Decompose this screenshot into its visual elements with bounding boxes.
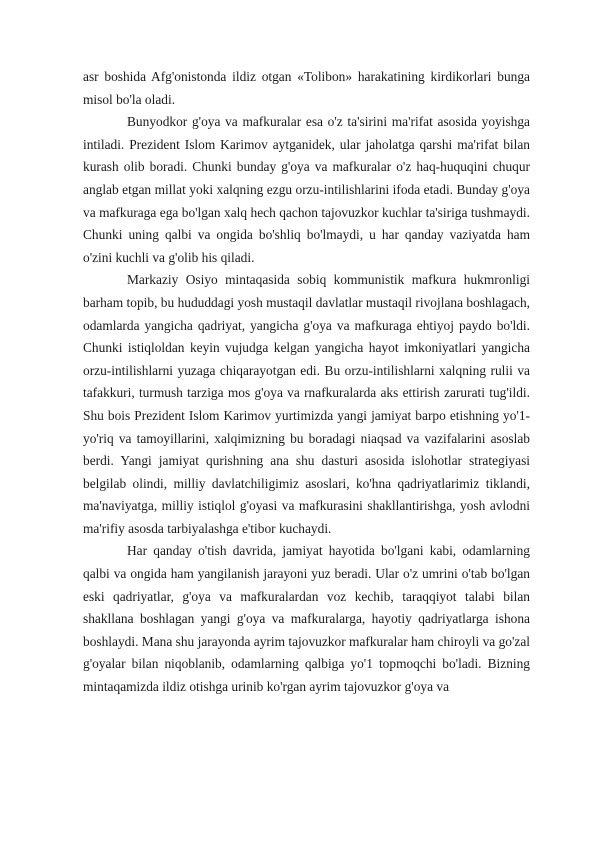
paragraph-continuation: asr boshida Afg'onistonda ildiz otgan «Tolibon» harakatining kirdikorlari bunga misol bo'la oladi. [83, 69, 530, 107]
paragraph: Markaziy Osiyo mintaqasida sobiq kommunistik mafkura hukmronligi barham topib, bu hududdagi yosh mustaqil davlatlar mustaqil rivojlana boshlagach, odamlarda yangicha qadriyat, yangicha g'oya va mafkuraga ehtiyoj paydo bo'ldi. Chunki istiqloldan keyin vujudga kelgan yangicha hayot imkoniyatlari yangicha orzu-intilishlarni yuzaga chiqarayotgan edi. Bu orzu-intilishlarni xalqning rulii va tafakkuri, turmush tarziga mos g'oya va rnafkuralarda aks ettirish zarurati tug'ildi. Shu bois Prezident Islom Karimov yurtimizda yangi jamiyat barpo etishning yo'1-yo'riq va tamoyillarini, xalqimizning bu boradagi niaqsad va vazifalarini asoslab berdi. Yangi jamiyat qurishning ana shu dasturi asosida islohotlar strategiyasi belgilab olindi, milliy davlatchiligimiz asoslari, ko'hna qadriyatlarimiz tiklandi, ma'naviyatga, milliy istiqlol g'oyasi va mafkurasini shakllantirishga, yosh avlodni ma'rifiy asosda tarbiyalashga e'tibor kuchaydi. [83, 272, 530, 536]
paragraph: Har qanday o'tish davrida, jamiyat hayotida bo'lgani kabi, odamlarning qalbi va ongida ham yangilanish jarayoni yuz beradi. Ular o'z umrini o'tab bo'lgan eski qadriyatlar, g'oya va mafkuralardan voz kechib, taraqqiyot talabi bilan shakllana boshlagan yangi g'oya va mafkuralarga, hayotiy qadriyatlarga ishona boshlaydi. Mana shu jarayonda ayrim tajovuzkor mafkuralar ham chiroyli va go'zal g'oyalar bilan niqoblanib, odamlarning qalbiga yo'1 topmoqchi bo'ladi. Bizning mintaqamizda ildiz otishga urinib ko'rgan ayrim tajovuzkor g'oya va [83, 543, 530, 695]
body-text [83, 66, 530, 699]
paragraph: Bunyodkor g'oya va mafkuralar esa o'z ta'sirini ma'rifat asosida yoyishga intiladi. Prezident Islom Karimov aytganidek, ular jaholatga qarshi ma'rifat bilan kurash olib boradi. Chunki bunday g'oya va mafkuralar o'z haq-huquqini chuqur anglab etgan millat yoki xalqning ezgu orzu-intilishlarini ifoda etadi. Bunday g'oya va mafkuraga ega bo'lgan xalq hech qachon tajovuzkor kuchlar ta'siriga tushmaydi. Chunki uning qalbi va ongida bo'shliq bo'lmaydi, u har qanday vaziyatda ham o'zini kuchli va g'olib his qiladi. [83, 114, 530, 265]
